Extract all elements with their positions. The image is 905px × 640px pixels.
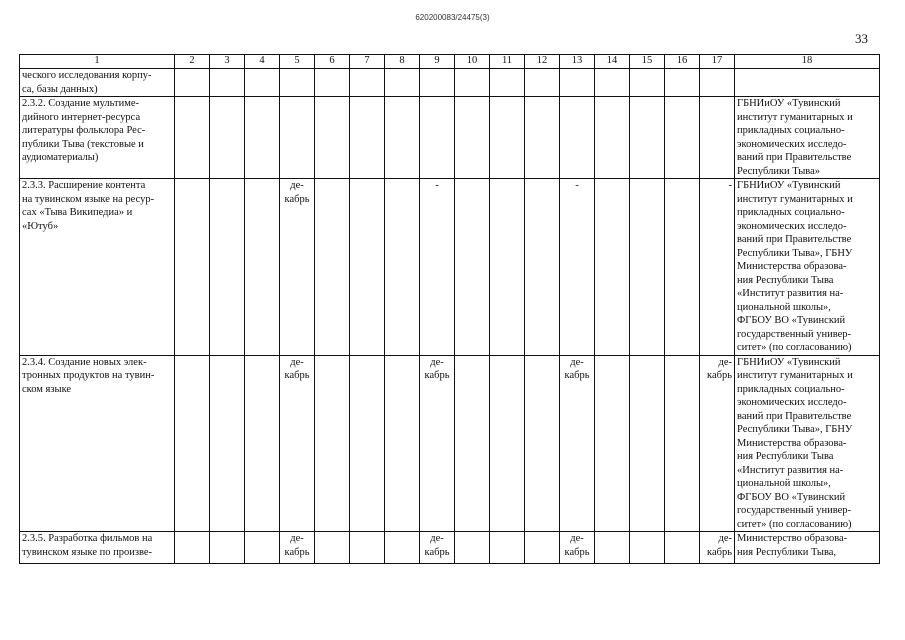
period-cell-col-8 [385, 532, 420, 564]
column-header-8: 8 [385, 55, 420, 69]
period-cell-col-6 [315, 532, 350, 564]
activity-name: 2.3.5. Разработка фильмов на тувинском языке по произве- [20, 532, 175, 564]
period-cell-col-2 [175, 179, 210, 356]
period-cell-col-2 [175, 97, 210, 179]
period-cell-col-17: де- кабрь [700, 532, 735, 564]
period-cell-col-9 [420, 69, 455, 97]
period-cell-col-11 [490, 532, 525, 564]
period-cell-col-12 [525, 97, 560, 179]
period-cell-col-4 [245, 179, 280, 356]
period-cell-col-13 [560, 97, 595, 179]
period-cell-col-13: де- кабрь [560, 355, 595, 532]
period-cell-col-13: - [560, 179, 595, 356]
period-cell-col-4 [245, 97, 280, 179]
column-header-4: 4 [245, 55, 280, 69]
period-cell-col-7 [350, 532, 385, 564]
period-cell-col-12 [525, 355, 560, 532]
period-cell-col-7 [350, 179, 385, 356]
column-header-6: 6 [315, 55, 350, 69]
period-cell-col-9: де- кабрь [420, 532, 455, 564]
period-cell-col-2 [175, 355, 210, 532]
document-id: 620200083/24475(3) [415, 13, 490, 22]
period-cell-col-8 [385, 97, 420, 179]
column-header-12: 12 [525, 55, 560, 69]
period-cell-col-5: де- кабрь [280, 355, 315, 532]
period-cell-col-3 [210, 69, 245, 97]
period-cell-col-15 [630, 179, 665, 356]
period-cell-col-15 [630, 355, 665, 532]
table-row [20, 532, 880, 564]
activity-name: 2.3.4. Создание новых элек- тронных продуктов на тувин- ском языке [20, 355, 175, 532]
column-header-13: 13 [560, 55, 595, 69]
column-header-2: 2 [175, 55, 210, 69]
column-header-10: 10 [455, 55, 490, 69]
period-cell-col-4 [245, 69, 280, 97]
period-cell-col-8 [385, 69, 420, 97]
period-cell-col-16 [665, 179, 700, 356]
column-header-5: 5 [280, 55, 315, 69]
column-header-9: 9 [420, 55, 455, 69]
period-cell-col-15 [630, 97, 665, 179]
executor-cell: Министерство образова- ния Республики Тыва, [735, 532, 880, 564]
activity-name: 2.3.2. Создание мультиме- дийного интернет-ресурса литературы фольклора Рес- публики Тыва (текстовые и аудиоматериалы) [20, 97, 175, 179]
period-cell-col-3 [210, 179, 245, 356]
period-cell-col-13: де- кабрь [560, 532, 595, 564]
period-cell-col-12 [525, 69, 560, 97]
column-header-7: 7 [350, 55, 385, 69]
period-cell-col-14 [595, 532, 630, 564]
column-header-16: 16 [665, 55, 700, 69]
table-row [20, 69, 880, 97]
period-cell-col-2 [175, 69, 210, 97]
period-cell-col-12 [525, 179, 560, 356]
column-header-17: 17 [700, 55, 735, 69]
period-cell-col-14 [595, 179, 630, 356]
column-header-14: 14 [595, 55, 630, 69]
period-cell-col-14 [595, 355, 630, 532]
activity-name: ческого исследования корпу- са, базы данных) [20, 69, 175, 97]
period-cell-col-17: - [700, 179, 735, 356]
period-cell-col-6 [315, 355, 350, 532]
period-cell-col-16 [665, 532, 700, 564]
period-cell-col-5: де- кабрь [280, 179, 315, 356]
period-cell-col-17 [700, 97, 735, 179]
period-cell-col-7 [350, 97, 385, 179]
column-header-15: 15 [630, 55, 665, 69]
period-cell-col-17: де- кабрь [700, 355, 735, 532]
period-cell-col-5 [280, 97, 315, 179]
period-cell-col-10 [455, 97, 490, 179]
table-row [20, 179, 880, 356]
period-cell-col-9: де- кабрь [420, 355, 455, 532]
period-cell-col-14 [595, 97, 630, 179]
period-cell-col-4 [245, 532, 280, 564]
period-cell-col-3 [210, 97, 245, 179]
header-row [20, 55, 880, 69]
period-cell-col-13 [560, 69, 595, 97]
period-cell-col-10 [455, 532, 490, 564]
period-cell-col-5 [280, 69, 315, 97]
period-cell-col-8 [385, 355, 420, 532]
period-cell-col-4 [245, 355, 280, 532]
period-cell-col-16 [665, 69, 700, 97]
column-header-1: 1 [20, 55, 175, 69]
period-cell-col-10 [455, 355, 490, 532]
activity-name: 2.3.3. Расширение контента на тувинском языке на ресур- сах «Тыва Википедиа» и «Ютуб» [20, 179, 175, 356]
executor-cell [735, 69, 880, 97]
period-cell-col-6 [315, 179, 350, 356]
period-cell-col-8 [385, 179, 420, 356]
period-cell-col-9: - [420, 179, 455, 356]
period-cell-col-7 [350, 69, 385, 97]
period-cell-col-11 [490, 179, 525, 356]
period-cell-col-15 [630, 69, 665, 97]
period-cell-col-15 [630, 532, 665, 564]
period-cell-col-9 [420, 97, 455, 179]
page-number: 33 [855, 31, 868, 46]
executor-cell: ГБНИиОУ «Тувинский институт гуманитарных и прикладных социально- экономических исследо- ваний при Правительстве Республики Тыва» [735, 97, 880, 179]
period-cell-col-16 [665, 355, 700, 532]
period-cell-col-14 [595, 69, 630, 97]
period-cell-col-16 [665, 97, 700, 179]
period-cell-col-11 [490, 355, 525, 532]
period-cell-col-17 [700, 69, 735, 97]
period-cell-col-7 [350, 355, 385, 532]
plan-table [19, 54, 880, 564]
period-cell-col-11 [490, 69, 525, 97]
column-header-11: 11 [490, 55, 525, 69]
period-cell-col-2 [175, 532, 210, 564]
period-cell-col-12 [525, 532, 560, 564]
column-header-3: 3 [210, 55, 245, 69]
period-cell-col-5: де- кабрь [280, 532, 315, 564]
executor-cell: ГБНИиОУ «Тувинский институт гуманитарных и прикладных социально- экономических исследо- ваний при Правительстве Республики Тыва», ГБНУ Министерства образова- ния Республики Тыва «Институт развития на- циональной школы», ФГБОУ ВО «Тувинский государственный универ- ситет» (по согласованию) [735, 355, 880, 532]
table-row [20, 97, 880, 179]
executor-cell: ГБНИиОУ «Тувинский институт гуманитарных и прикладных социально- экономических исследо- ваний при Правительстве Республики Тыва», ГБНУ Министерства образова- ния Республики Тыва «Институт развития на- циональной школы», ФГБОУ ВО «Тувинский государственный универ- ситет» (по согласованию) [735, 179, 880, 356]
period-cell-col-11 [490, 97, 525, 179]
table-row [20, 355, 880, 532]
period-cell-col-10 [455, 69, 490, 97]
period-cell-col-3 [210, 532, 245, 564]
period-cell-col-6 [315, 97, 350, 179]
column-header-18: 18 [735, 55, 880, 69]
period-cell-col-6 [315, 69, 350, 97]
period-cell-col-3 [210, 355, 245, 532]
period-cell-col-10 [455, 179, 490, 356]
